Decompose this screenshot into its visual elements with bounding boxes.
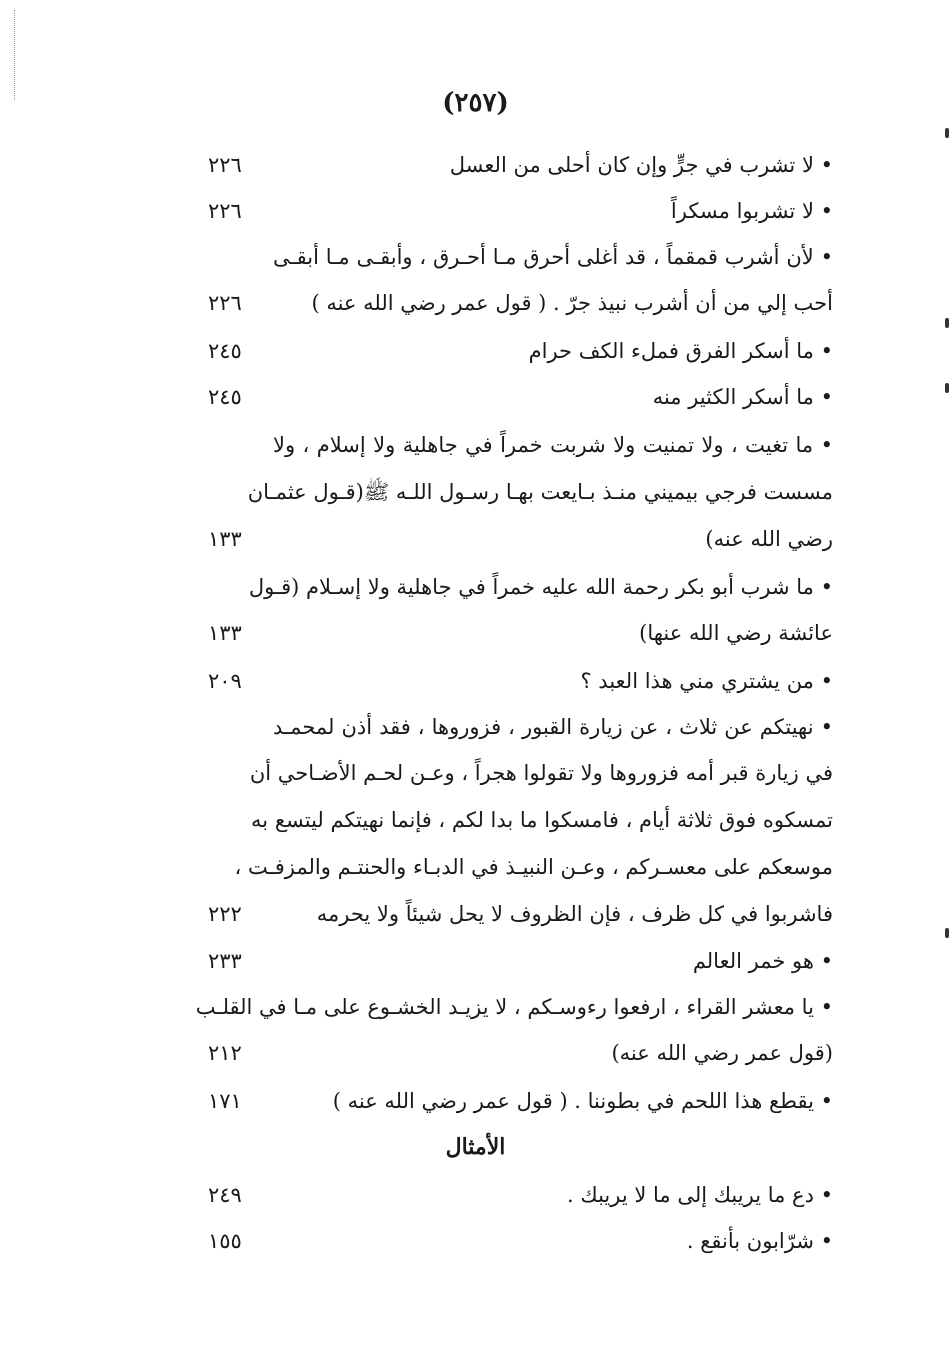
page-reference: ٢٤٩ — [208, 1183, 242, 1207]
index-entry — [0, 938, 951, 984]
page-reference: ٢٢٦ — [208, 291, 242, 315]
index-entry — [0, 658, 951, 704]
entry-text: (قول عمر رضي الله عنه) — [611, 1041, 833, 1065]
proverb-entry — [0, 1218, 951, 1264]
page-reference: ١٥٥ — [208, 1229, 242, 1253]
entry-text: • ما تغيت ، ولا تمنيت ولا شربت خمراً في جاهلية ولا إسلام ، ولا — [273, 433, 833, 457]
index-entry-continuation — [0, 516, 951, 562]
page-reference: ٢٣٣ — [208, 949, 242, 973]
index-entry-continuation — [0, 750, 951, 796]
index-entry — [0, 328, 951, 374]
page-reference: ٢٠٩ — [208, 669, 242, 693]
entry-text: • لا تشربوا مسكراً — [670, 199, 833, 223]
page-reference: ٢٢٦ — [208, 153, 242, 177]
entry-text: • ما شرب أبو بكر رحمة الله عليه خمراً في جاهلية ولا إسـلام (قـول — [248, 575, 833, 599]
index-entry-continuation — [0, 1030, 951, 1076]
index-entry — [0, 188, 951, 234]
index-entry — [0, 234, 951, 280]
entry-text: • من يشتري مني هذا العبد ؟ — [580, 669, 833, 693]
page-reference: ٢٢٢ — [208, 902, 242, 926]
entry-text: رضي الله عنه) — [705, 527, 833, 551]
page-reference: ١٧١ — [208, 1089, 242, 1113]
entry-text: • هو خمر العالم — [692, 949, 833, 973]
entry-text: • دع ما يريبك إلى ما لا يريبك . — [567, 1183, 833, 1207]
scan-mark — [945, 128, 949, 138]
section-heading: الأمثال — [445, 1134, 506, 1160]
index-entry — [0, 984, 951, 1030]
index-entry — [0, 374, 951, 420]
index-entry-continuation — [0, 891, 951, 937]
entry-text: • شرّابون بأنقع . — [686, 1229, 833, 1253]
entry-text: • يقطع هذا اللحم في بطوننا . ( قول عمر رضي الله عنه ) — [332, 1089, 833, 1113]
entry-text: عائشة رضي الله عنها) — [639, 621, 833, 645]
index-entry — [0, 1078, 951, 1124]
entry-text: مسست فرجي بيميني منـذ بـايعت بهـا رسـول اللـه ﷺ(قـول عثمـان — [247, 480, 833, 504]
proverb-entry — [0, 1172, 951, 1218]
page-number: (٢٥٧) — [442, 88, 509, 118]
page-reference: ٢٢٦ — [208, 199, 242, 223]
index-entry-continuation — [0, 280, 951, 326]
entry-text: • ما أسكر الكثير منه — [652, 385, 833, 409]
entry-text: في زيارة قبر أمه فزوروها ولا تقولوا هجراً ، وعـن لحـم الأضـاحي أن — [249, 761, 833, 785]
page-reference: ٢٤٥ — [208, 339, 242, 363]
entry-text: فاشربوا في كل ظرف ، فإن الظروف لا يحل شيئاً ولا يحرمه — [316, 902, 833, 926]
index-entry-continuation — [0, 469, 951, 515]
scan-edge-dots — [14, 10, 19, 100]
entry-text: • لأن أشرب قمقماً ، قد أغلى أحرق مـا أحـرق ، وأبقـى مـا أبقـى — [273, 245, 833, 269]
page-reference: ٢٤٥ — [208, 385, 242, 409]
index-entry-continuation — [0, 797, 951, 843]
page-reference: ٢١٢ — [208, 1041, 242, 1065]
index-entry — [0, 142, 951, 188]
entry-text: أحب إلي من أن أشرب نبيذ جرّ . ( قول عمر رضي الله عنه ) — [311, 291, 833, 315]
entry-text: • لا تشرب في جرٍّ وإن كان أحلى من العسل — [449, 153, 833, 177]
entry-text: تمسكوه فوق ثلاثة أيام ، فامسكوا ما بدا لكم ، فإنما نهيتكم ليتسع به — [251, 808, 833, 832]
index-entry — [0, 564, 951, 610]
index-entry-continuation — [0, 844, 951, 890]
entry-text: • نهيتكم عن ثلاث ، عن زيارة القبور ، فزوروها ، فقد أذن لمحمـد — [273, 715, 833, 739]
page-reference: ١٣٣ — [208, 527, 242, 551]
index-entry — [0, 704, 951, 750]
page-reference: ١٣٣ — [208, 621, 242, 645]
index-entry — [0, 422, 951, 468]
entry-text: موسعكم على معسـركم ، وعـن النبيـذ في الدبـاء والحنتـم والمزفـت ، — [234, 855, 833, 879]
entry-text: • ما أسكر الفرق فملء الكف حرام — [528, 339, 833, 363]
entry-text: • يا معشر القراء ، ارفعوا رءوسـكم ، لا يزيـد الخشـوع على مـا في القلـب — [195, 995, 833, 1019]
index-entry-continuation — [0, 610, 951, 656]
